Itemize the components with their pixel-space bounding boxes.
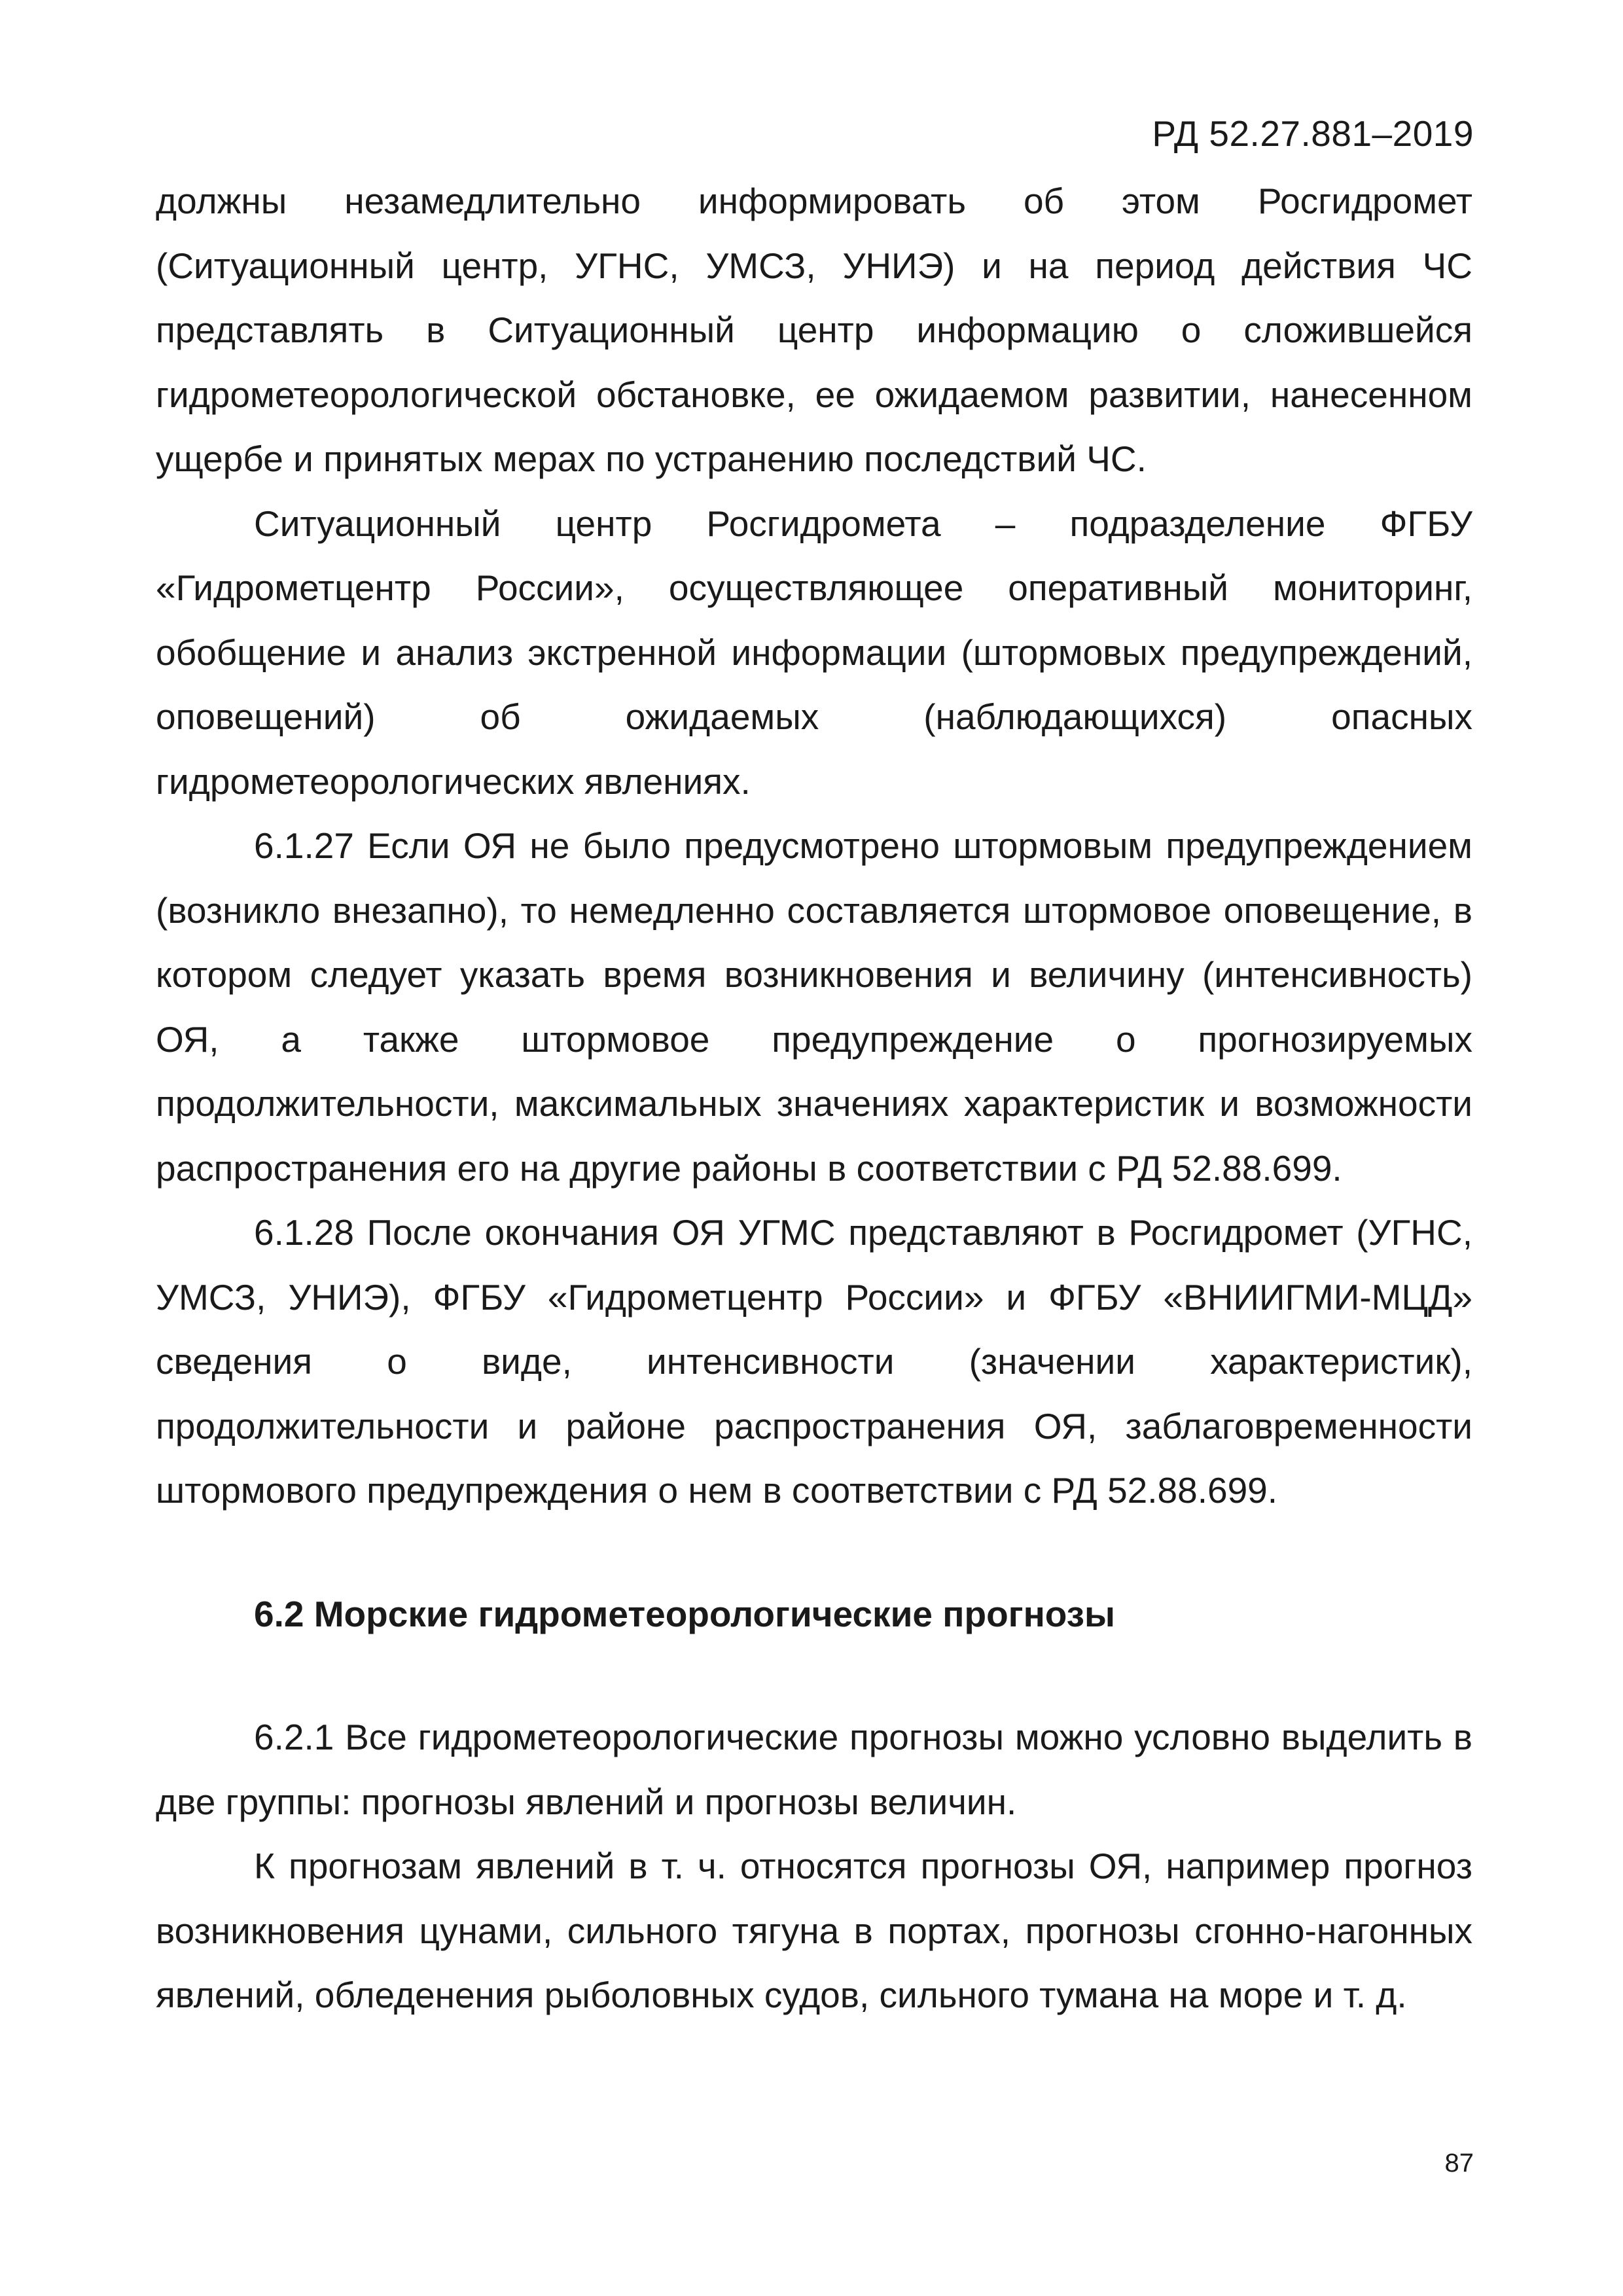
paragraph-6-1-27: 6.1.27 Если ОЯ не было предусмотрено штормовым предупреждением (возникло внезапно), то немедленно составляется штормовое оповещение, в котором следует указать время возникновения и величину (интенсивность) ОЯ, а также штормовое предупреждение о прогнозируемых продолжительности, максимальных значениях характеристик и возможности распространения его на другие районы в соответствии с РД 52.88.699. xyxy=(156,825,1472,1189)
document-body xyxy=(156,169,1472,2028)
page-number: 87 xyxy=(1444,2149,1474,2178)
paragraph-phenomena-forecasts: К прогнозам явлений в т. ч. относятся прогнозы ОЯ, например прогноз возникновения цунами, сильного тягуна в портах, прогнозы сгонно-нагонных явлений, обледенения рыболовных судов, сильного тумана на море и т. д. xyxy=(156,1846,1472,2015)
document-code: РД 52.27.881–2019 xyxy=(1152,113,1474,154)
paragraph-continuation: должны незамедлительно информировать об этом Росгидромет (Ситуационный центр, УГНС, УМСЗ, УНИЭ) и на период действия ЧС представлять в Ситуационный центр информацию о сложившейся гидрометеорологической обстановке, ее ожидаемом развитии, нанесенном ущербе и принятых мерах по устранению последствий ЧС. xyxy=(156,181,1472,479)
paragraph-6-1-28: 6.1.28 После окончания ОЯ УГМС представляют в Росгидромет (УГНС, УМСЗ, УНИЭ), ФГБУ «Гидрометцентр России» и ФГБУ «ВНИИГМИ-МЦД» сведения о виде, интенсивности (значении характеристик), продолжительности и районе распространения ОЯ, заблаговременности штормового предупреждения о нем в соответствии с РД 52.88.699. xyxy=(156,1212,1472,1511)
paragraph-6-2-1: 6.2.1 Все гидрометеорологические прогнозы можно условно выделить в две группы: прогнозы явлений и прогнозы величин. xyxy=(156,1717,1472,1822)
section-heading-6-2: 6.2 Морские гидрометеорологические прогнозы xyxy=(254,1593,1115,1634)
paragraph-situation-center: Ситуационный центр Росгидромета – подразделение ФГБУ «Гидрометцентр России», осуществляющее оперативный мониторинг, обобщение и анализ экстренной информации (штормовых предупреждений, оповещений) об ожидаемых (наблюдающихся) опасных гидрометеорологических явлениях. xyxy=(156,503,1472,802)
